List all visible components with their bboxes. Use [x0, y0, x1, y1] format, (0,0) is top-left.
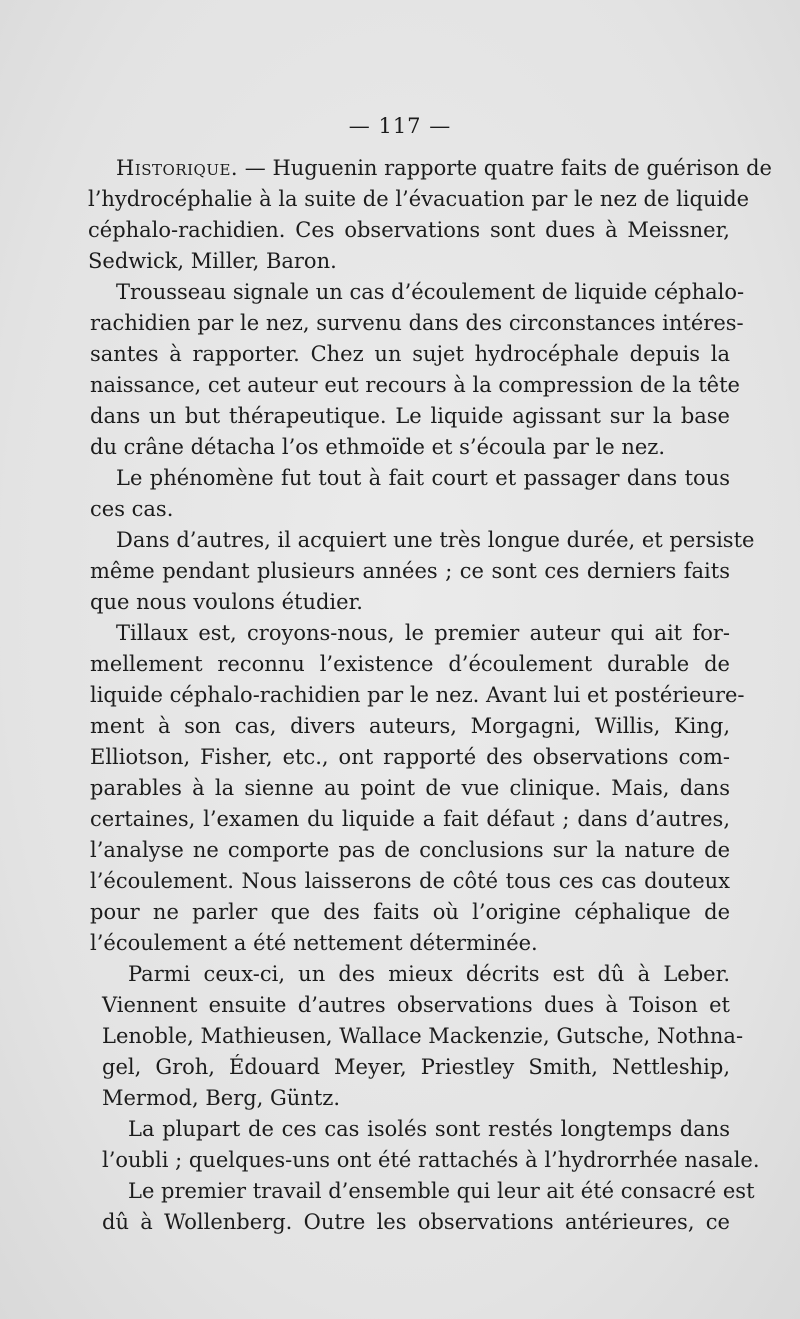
text-line: Mermod, Berg, Güntz. [102, 1086, 341, 1110]
text-line: dans un but thérapeutique. Le liquide agissant sur la base [90, 404, 730, 428]
text-line: Tillaux est, croyons-nous, le premier auteur qui ait for- [116, 621, 730, 645]
section-heading: Historique. [116, 156, 239, 180]
text-line: certaines, l’examen du liquide a fait défaut ; dans d’autres, [90, 807, 730, 831]
text-line: que nous voulons étudier. [90, 590, 363, 614]
paragraph-trousseau [90, 277, 745, 463]
text-line: l’hydrocéphalie à la suite de l’évacuation par le nez de liquide [88, 187, 750, 211]
text-line: l’oubli ; quelques-uns ont été rattachés à l’hydrorrhée nasale. [102, 1148, 760, 1172]
paragraph-tillaux [90, 618, 745, 959]
text-line: La plupart de ces cas isolés sont restés longtemps dans [128, 1117, 730, 1141]
text-line: rachidien par le nez, survenu dans des circonstances intéres- [90, 311, 744, 335]
text-line: ces cas. [90, 497, 174, 521]
text-line: même pendant plusieurs années ; ce sont ces derniers faits [90, 559, 730, 583]
paragraph-phenomene [90, 463, 730, 525]
text-line: Viennent ensuite d’autres observations dues à Toison et [102, 993, 730, 1017]
text-line: Historique. — Huguenin rapporte quatre faits de guérison de [116, 156, 772, 180]
text-line: Dans d’autres, il acquiert une très longue durée, et persiste [116, 528, 755, 552]
text-line: du crâne détacha l’os ethmoïde et s’écoula par le nez. [90, 435, 666, 459]
text-line: naissance, cet auteur eut recours à la compression de la tête [90, 373, 740, 397]
text-line: Lenoble, Mathieusen, Wallace Mackenzie, Gutsche, Nothna- [102, 1024, 744, 1048]
paragraph-historique [90, 153, 772, 184]
text-line: liquide céphalo-rachidien par le nez. Avant lui et postérieure- [90, 683, 745, 707]
text-line: parables à la sienne au point de vue clinique. Mais, dans [90, 776, 730, 800]
paragraph-parmi [90, 959, 744, 1114]
text-line: Trousseau signale un cas d’écoulement de liquide céphalo- [116, 280, 745, 304]
text-line: l’écoulement a été nettement déterminée. [90, 931, 538, 955]
text-line: Elliotson, Fisher, etc., ont rapporté des observations com- [90, 745, 730, 769]
text-line: Sedwick, Miller, Baron. [88, 249, 337, 273]
text-line: gel, Groh, Édouard Meyer, Priestley Smith, Nettleship, [102, 1055, 730, 1079]
paragraph-dans-dautres [90, 525, 755, 618]
text-line: l’analyse ne comporte pas de conclusions sur la nature de [90, 838, 730, 862]
text-line: dû à Wollenberg. Outre les observations antérieures, ce [102, 1210, 730, 1234]
text-line: pour ne parler que des faits où l’origine céphalique de [90, 900, 730, 924]
text-line: céphalo-rachidien. Ces observations sont dues à Meissner, [88, 218, 730, 242]
text-line: l’écoulement. Nous laisserons de côté tous ces cas douteux [90, 869, 730, 893]
text-line: santes à rapporter. Chez un sujet hydrocéphale depuis la [90, 342, 730, 366]
body-text [88, 153, 772, 1238]
text-line: Parmi ceux-ci, un des mieux décrits est dû à Leber. [128, 962, 730, 986]
page-number: — 117 — [348, 114, 452, 138]
paragraph-premier-travail [90, 1176, 755, 1238]
paragraph-la-plupart [90, 1114, 760, 1176]
text-line: Le phénomène fut tout à fait court et passager dans tous [116, 466, 730, 490]
text-line: mellement reconnu l’existence d’écoulement durable de [90, 652, 730, 676]
paragraph-historique-cont [88, 184, 750, 277]
text-line: ment à son cas, divers auteurs, Morgagni, Willis, King, [90, 714, 730, 738]
text-line: Le premier travail d’ensemble qui leur ait été consacré est [128, 1179, 755, 1203]
